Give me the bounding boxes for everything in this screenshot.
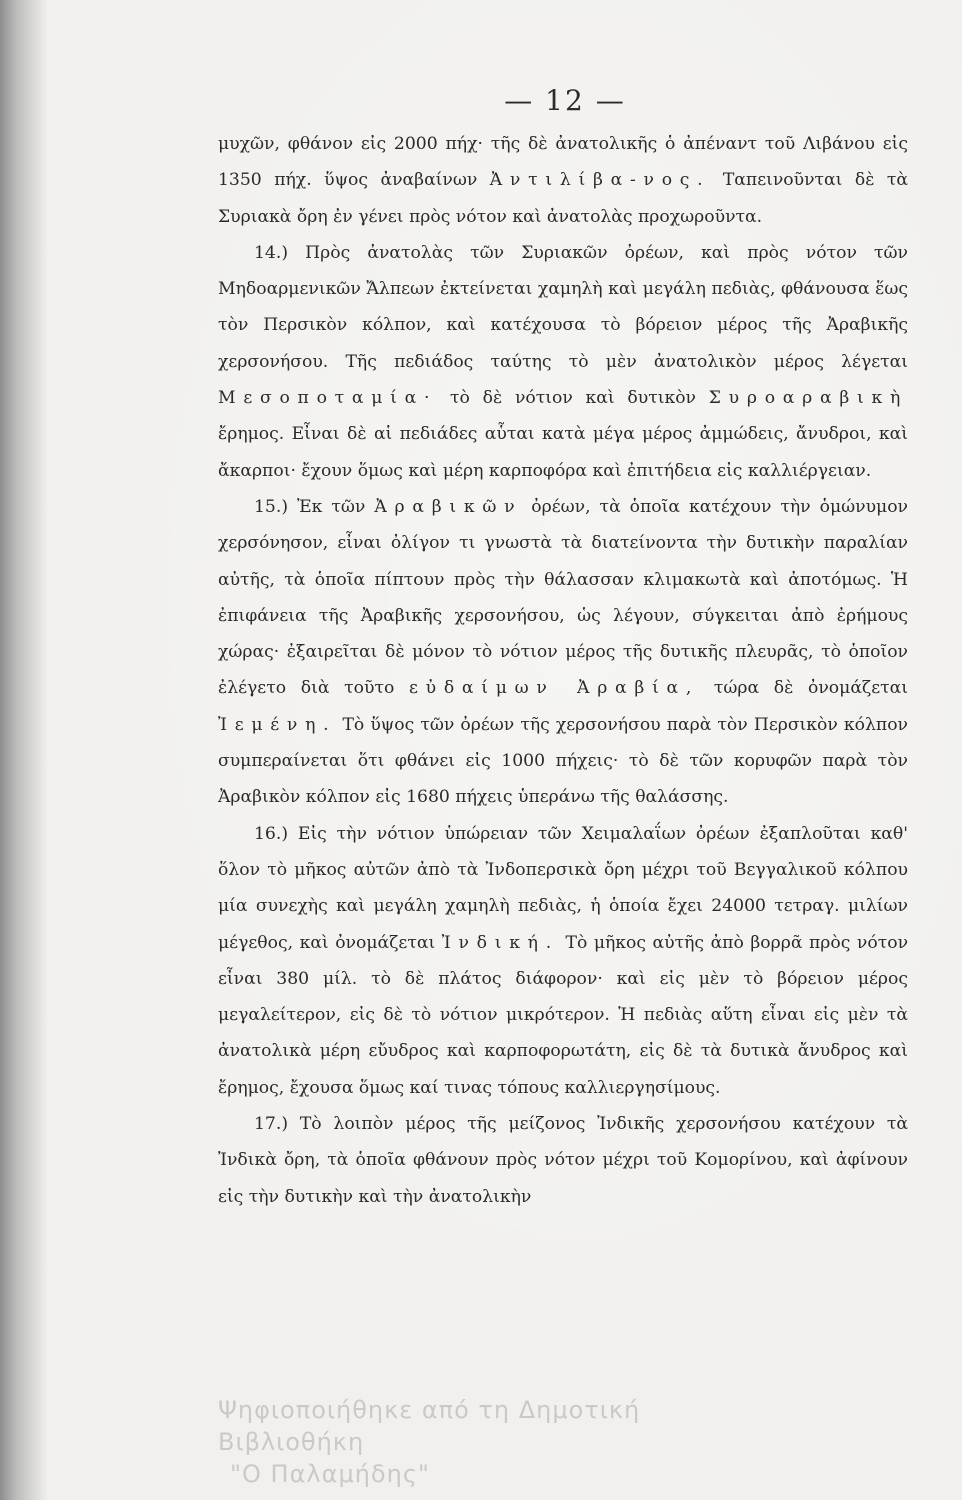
emphasis-eudaimon-arabia: εὐδαίμων Ἀραβία, [409,678,700,699]
paragraph-16: 16.) Εἰς τὴν νότιον ὑπώρειαν τῶν Χειμαλαΐων ὀρέων ἐξαπλοῦται καθ' ὅλον τὸ μῆκος αὐτῶν ἀπὸ τὰ Ἰνδοπερσικὰ ὄρη μέχρι τοῦ Βεγγαλικοῦ κόλπου μία συνεχὴς καὶ μεγάλη χαμηλὴ πεδιὰς, ἡ ὁποία ἔχει 24000 τετραγ. μιλίων μέγεθος, καὶ ὀνομάζεται Ἰνδική. Τὸ μῆκος αὐτῆς ἀπὸ βορρᾶ πρὸς νότον εἶναι 380 μίλ. τὸ δὲ πλάτος διάφορον· καὶ εἰς μὲν τὸ βόρειον μέρος μεγαλείτερον, εἰς δὲ τὸ νότιον μικρότερον. Ἡ πεδιὰς αὕτη εἶναι εἰς μὲν τὰ ἀνατολικὰ μέρη εὔυδρος καὶ καρποφορωτάτη, εἰς δὲ τὰ δυτικὰ ἄνυδρος καὶ ἔρημος, ἔχουσα ὅμως καί τινας τόπους καλλιεργησίμους. [218,823,909,1098]
emphasis-arabikon: Ἀραβικῶν [374,496,523,517]
paragraph-13-continuation: μυχῶν, φθάνον εἰς 2000 πήχ· τῆς δὲ ἀνατολικῆς ὁ ἀπέναντ τοῦ Λιβάνου εἰς 1350 πήχ. ὕψος ἀναβαίνων Ἀντιλίβα-νος. Ταπεινοῦνται δὲ τὰ Συριακὰ ὄρη ἐν γένει πρὸς νότον καὶ ἀνατολὰς προχωροῦντα. [218,134,908,227]
emphasis-indiki: Ἰνδική. [441,932,559,953]
library-watermark: Ψηφιοποιήθηκε από τη Δημοτική Βιβλιοθήκη "Ο Παλαμήδης" [218,1396,641,1488]
emphasis-mesopotamia: Μεσοποταμία· [218,388,438,409]
paragraph-14: 14.) Πρὸς ἀνατολὰς τῶν Συριακῶν ὀρέων, καὶ πρὸς νότον τῶν Μηδοαρμενικῶν Ἄλπεων ἐκτείνεται χαμηλὴ καὶ μεγάλη πεδιὰς, φθάνουσα ἕως τὸν Περσικὸν κόλπον, καὶ κατέχουσα τὸ βόρειον μέρος τῆς Ἀραβικῆς χερσονήσου. Τῆς πεδιάδος ταύτης τὸ μὲν ἀνατολικὸν μέρος λέγεται Μεσοποταμία· τὸ δὲ νότιον καὶ δυτικὸν Συροαραβικὴ ἔρημος. Εἶναι δὲ αἱ πεδιάδες αὗται κατὰ μέγα μέρος ἀμμώδεις, ἄνυδροι, καὶ ἄκαρποι· ἔχουν ὅμως καὶ μέρη καρποφόρα καὶ ἐπιτήδεια εἰς καλλιέργειαν. [218,242,909,481]
emphasis-antilibanos: Ἀντιλίβα-νος. [489,170,711,191]
paragraph-15: 15.) Ἐκ τῶν Ἀραβικῶν ὀρέων, τὰ ὁποῖα κατέχουν τὴν ὁμώνυμον χερσόνησον, εἶναι ὀλίγον τι γνωστὰ τὰ διατείνοντα τὴν δυτικὴν παραλίαν αὐτῆς, τὰ ὁποῖα πίπτουν πρὸς τὴν θάλασσαν κλιμακωτὰ καὶ ἀποτόμως. Ἡ ἐπιφάνεια τῆς Ἀραβικῆς χερσονήσου, ὡς λέγουν, σύγκειται ἀπὸ ἐρήμους χώρας· ἐξαιρεῖται δὲ μόνον τὸ νότιον μέρος τῆς δυτικῆς πλευρᾶς, τὸ ὁποῖον ἐλέγετο διὰ τοῦτο εὐδαίμων Ἀραβία, τώρα δὲ ὀνομάζεται Ἰεμένη. Τὸ ὕψος τῶν ὀρέων τῆς χερσονήσου παρὰ τὸν Περσικὸν κόλπον συμπεραίνεται ὅτι φθάνει εἰς 1000 πήχεις· τὸ δὲ τῶν κορυφῶν παρὰ τὸν Ἀραβικὸν κόλπον εἰς 1680 πήχεις ὑπεράνω τῆς θαλάσσης. [218,496,909,808]
binding-gutter-shadow [0,0,48,1500]
page-number: — 12 — [504,84,626,117]
paragraph-17: 17.) Τὸ λοιπὸν μέρος τῆς μείζονος Ἰνδικῆς χερσονήσου κατέχουν τὰ Ἰνδικὰ ὄρη, τὰ ὁποῖα φθάνουν πρὸς νότον μέχρι τοῦ Κομορίνου, καὶ ἀφίνουν εἰς τὴν δυτικὴν καὶ τὴν ἀνατολικὴν [218,1114,908,1207]
body-text [218,126,908,1215]
emphasis-syroarabiki: Συροαραβικὴ [708,388,909,409]
emphasis-yemen: Ἰεμένη. [218,714,337,735]
